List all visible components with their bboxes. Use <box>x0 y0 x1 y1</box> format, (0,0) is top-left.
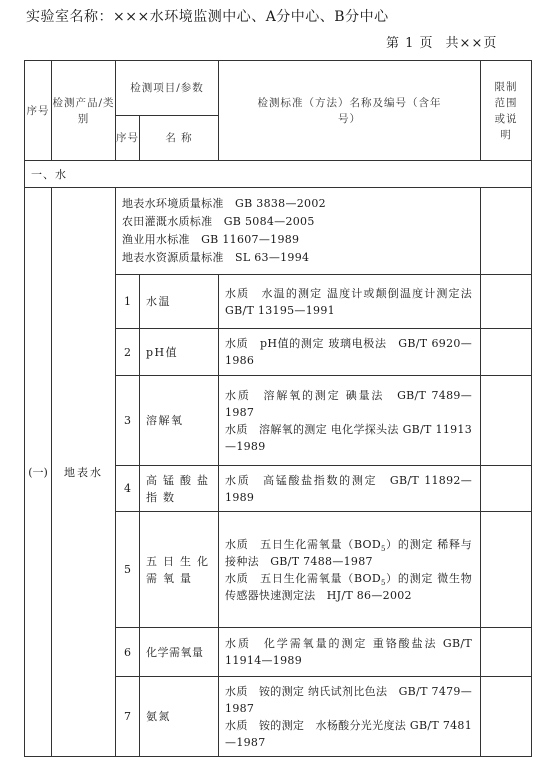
quality-standards <box>116 188 481 275</box>
method-text: 水质 铵的测定 纳氏试剂比色法 GB/T 7479—1987 <box>225 684 473 715</box>
section-label: 一、水 <box>25 161 532 188</box>
quality-standard: 地表水资源质量标准 SL 63—1994 <box>122 251 310 264</box>
limit-cell <box>481 329 532 376</box>
item-seq: 3 <box>116 376 140 466</box>
page-current: 第 1 页 <box>386 36 434 51</box>
page-info <box>386 32 497 51</box>
method-text: 水质 pH值的测定 玻璃电极法 GB/T 6920—1986 <box>225 337 473 367</box>
group-seq: (一) <box>25 188 52 757</box>
limit-cell <box>481 275 532 329</box>
limit-cell <box>481 376 532 466</box>
limit-cell <box>481 628 532 677</box>
header-seq: 序号 <box>25 61 52 161</box>
limit-cell <box>481 512 532 628</box>
page-total: 共××页 <box>445 36 498 51</box>
item-seq: 5 <box>116 512 140 628</box>
quality-standard: 农田灌溉水质标准 GB 5084—2005 <box>122 215 315 228</box>
group-standards-row <box>25 188 532 275</box>
item-name: 水温 <box>140 275 219 329</box>
lab-title: 实验室名称：×××水环境监测中心、A分中心、B分中心 <box>26 9 389 25</box>
method-cell <box>219 628 481 677</box>
method-text: 水质 化学需氧量的测定 重铬酸盐法 GB/T 11914—1989 <box>225 637 473 667</box>
item-name: 五日生化需氧量 <box>140 512 219 628</box>
method-cell <box>219 376 481 466</box>
item-name: 溶解氧 <box>140 376 219 466</box>
item-name: 化学需氧量 <box>140 628 219 677</box>
item-seq: 2 <box>116 329 140 376</box>
standards-table <box>24 60 532 757</box>
header-limit: 限制范围或说明 <box>481 61 532 161</box>
item-name: pH值 <box>140 329 219 376</box>
limit-cell <box>481 466 532 512</box>
method-text: 水质 溶解氧的测定 碘量法 GB/T 7489—1987 <box>225 388 473 419</box>
method-text: 水质 铵的测定 水杨酸分光光度法 GB/T 7481—1987 <box>225 718 473 749</box>
header-row-1 <box>25 61 532 116</box>
header-standard: 检测标准（方法）名称及编号（含年号） <box>219 61 481 161</box>
method-cell <box>219 275 484 329</box>
item-seq: 1 <box>116 275 140 329</box>
method-cell <box>219 677 481 757</box>
item-seq: 7 <box>116 677 140 757</box>
item-seq: 4 <box>116 466 140 512</box>
item-name: 氨氮 <box>140 677 219 757</box>
header-item-name: 名 称 <box>140 116 219 161</box>
header-items-group: 检测项目/参数 <box>116 61 219 116</box>
header-category: 检测产品/类别 <box>52 61 116 161</box>
limit-cell <box>481 188 532 275</box>
method-text: 水质 五日生化需氧量$(BOD_5)$的测定 微生物传感器快速测定法 HJ/T 86—2002 <box>225 571 472 602</box>
method-cell <box>219 512 481 628</box>
limit-cell <box>481 677 532 757</box>
method-text: 水质 水温的测定 温度计或颠倒温度计测定法 GB/T 13195—1991 <box>225 286 484 317</box>
item-name: 高锰酸盐指数 <box>140 466 219 512</box>
quality-standard: 地表水环境质量标准 GB 3838—2002 <box>122 197 326 210</box>
method-cell <box>219 466 481 512</box>
group-category: 地表水 <box>52 188 116 757</box>
header-item-seq: 序号 <box>116 116 140 161</box>
section-row <box>25 161 532 188</box>
quality-standard: 渔业用水标准 GB 11607—1989 <box>122 233 300 246</box>
method-text: 水质 高锰酸盐指数的测定 GB/T 11892—1989 <box>225 473 473 504</box>
item-seq: 6 <box>116 628 140 677</box>
method-text: 水质 溶解氧的测定 电化学探头法 GB/T 11913—1989 <box>225 422 473 453</box>
method-cell <box>219 329 481 376</box>
method-text: 水质 五日生化需氧量$(BOD_5)$的测定 稀释与接种法 GB/T 7488—1987 <box>225 537 472 568</box>
